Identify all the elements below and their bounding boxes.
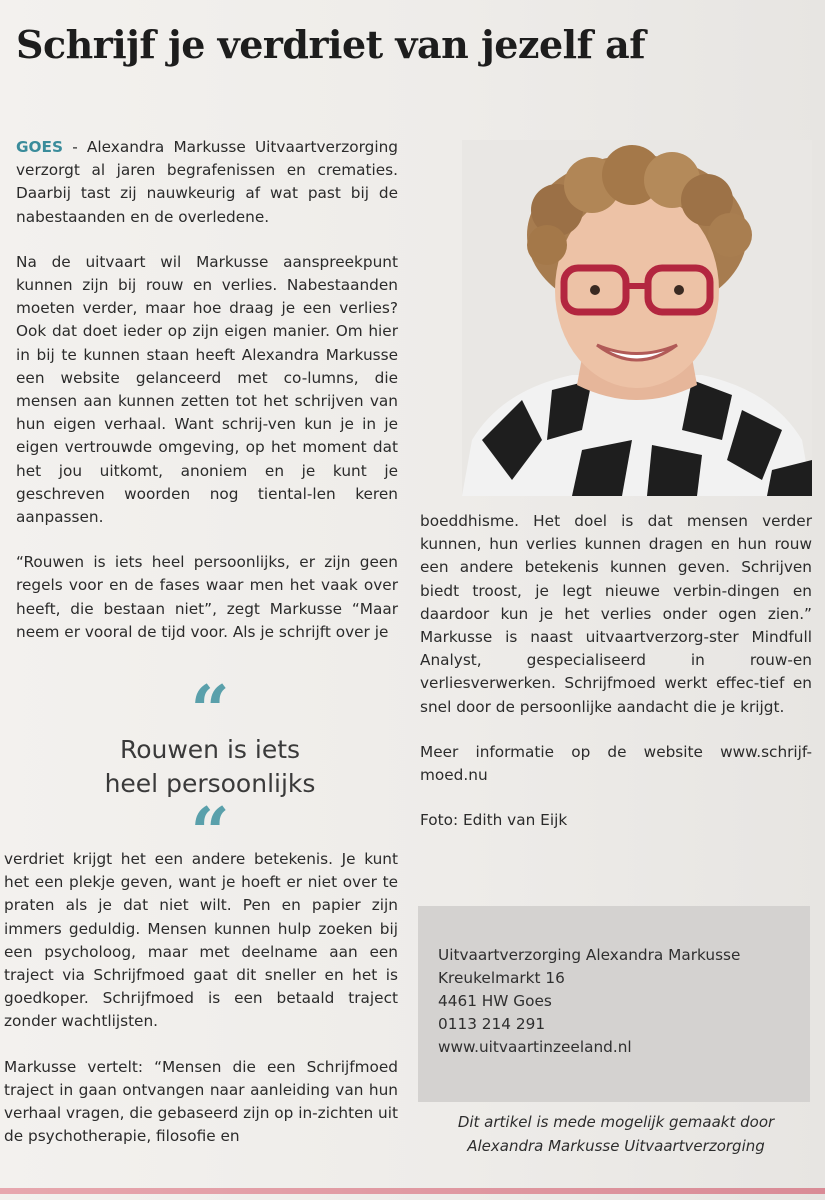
sponsor-note-line-1: Dit artikel is mede mogelijk gemaakt door bbox=[457, 1113, 775, 1131]
sponsor-note-line-2: Alexandra Markusse Uitvaartverzorging bbox=[467, 1137, 765, 1155]
right-paragraph-1: boeddhisme. Het doel is dat mensen verder kunnen, hun verlies kunnen dragen en hun rouw een andere betekenis kunnen geven. Schrijven biedt troost, je legt nieuwe verbin-dingen en daardoor kun je het verlies onder ogen zien.” Markusse is naast uitvaartverzorg-ster Mindfull Analyst, gespecialiseerd in rouw-en verliesverwerken. Schrijfmoed werkt effec-tief en snel door de persoonlijke aandacht die je krijgt. bbox=[420, 512, 812, 716]
left-column-top bbox=[16, 136, 398, 666]
city-address: 4461 HW Goes bbox=[438, 992, 552, 1010]
right-paragraph-2: Meer informatie op de website www.schrijf-moed.nu bbox=[420, 742, 812, 785]
intro-paragraph bbox=[16, 136, 398, 229]
bottom-divider bbox=[0, 1188, 825, 1194]
paragraph-2: Na de uitvaart wil Markusse aanspreekpunt kunnen zijn bij rouw en verlies. Nabestaanden moeten verder, maar hoe draag je een verlies? Ook dat doet ieder op zijn eigen manier. Om hier in bij te kunnen staan heeft Alexandra Markusse een website gelanceerd met co-lumns, die mensen aan kunnen zetten tot het schrijven van hun eigen verhaal. Want schrij-ven kun je in je eigen vertrouwde omgeving, op het moment dat het jou uitkomt, anoniem en je kunt je geschreven woorden nog tiental-len keren aanpassen. bbox=[16, 252, 398, 527]
portrait-illustration bbox=[462, 140, 812, 496]
dateline: GOES bbox=[16, 138, 64, 156]
quote-open-icon: “ bbox=[190, 671, 230, 751]
phone-number: 0113 214 291 bbox=[438, 1015, 546, 1033]
pull-quote bbox=[60, 671, 360, 873]
quote-close-icon: “ bbox=[190, 793, 230, 873]
headline: Schrijf je verdriet van jezelf af bbox=[16, 22, 646, 67]
paragraph-5: Markusse vertelt: “Mensen die een Schrijfmoed traject in gaan ontvangen naar aanleiding van hun verhaal vragen, die gebaseerd zijn op in-zichten uit de psychotherapie, filosofie en bbox=[4, 1057, 398, 1146]
portrait-photo bbox=[462, 140, 812, 496]
paragraph-3: “Rouwen is iets heel persoonlijks, er zijn geen regels voor en de fases waar men het vaak over heeft, die bestaan niet”, zegt Markusse “Maar neem er vooral de tijd voor. Als je schrijft over je bbox=[16, 553, 398, 641]
contact-info-box bbox=[418, 906, 810, 1102]
right-column bbox=[420, 510, 812, 854]
sponsor-note bbox=[420, 1110, 812, 1158]
photo-credit: Foto: Edith van Eijk bbox=[420, 811, 568, 830]
street-address: Kreukelmarkt 16 bbox=[438, 969, 565, 987]
pull-quote-line-1: Rouwen is iets bbox=[119, 735, 301, 764]
website-link[interactable]: www.uitvaartinzeeland.nl bbox=[438, 1038, 632, 1056]
paragraph-4: verdriet krijgt het een andere betekenis. Je kunt het een plekje geven, want je hoeft er niet over te praten als je dat niet wilt. Pen en papier zijn immers geduldig. Mensen kunnen hulp zoeken bij een psycholoog, maar met deelname aan een traject via Schrijfmoed gaat dit sneller en het is goedkoper. Schrijfmoed is een betaald traject zonder wachtlijsten. bbox=[4, 850, 398, 1031]
pull-quote-line-2: heel persoonlijks bbox=[104, 769, 316, 798]
left-column-bottom bbox=[4, 848, 398, 1170]
intro-text: - Alexandra Markusse Uitvaartverzorging verzorgt al jaren begrafenissen en crematies. Daarbij tast zij nauwkeurig af wat past bij de nabestaanden en de overledene. bbox=[16, 138, 398, 226]
company-name: Uitvaartverzorging Alexandra Markusse bbox=[438, 946, 741, 964]
